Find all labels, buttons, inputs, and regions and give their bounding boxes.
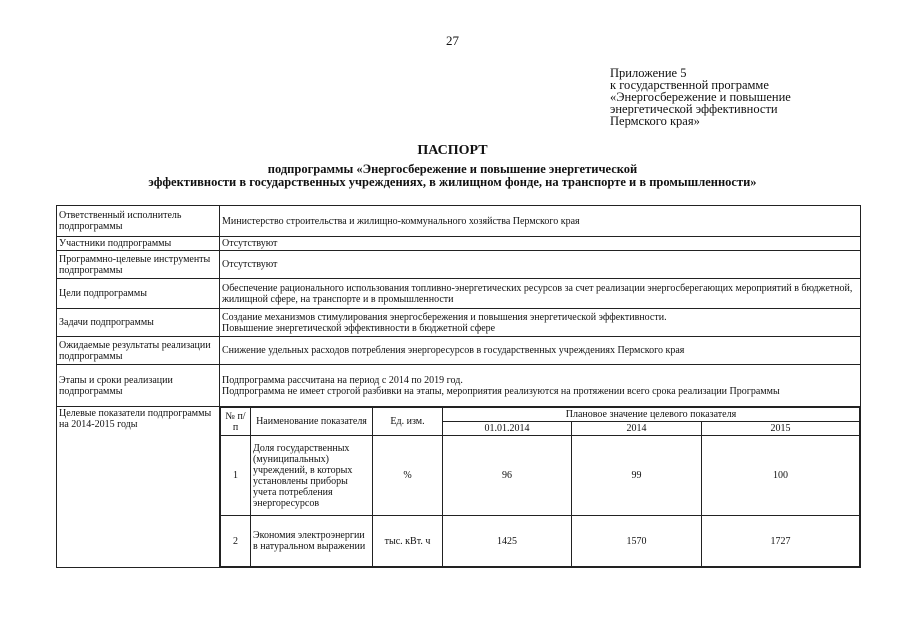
item-value: 100 xyxy=(702,436,860,516)
header-period: 2015 xyxy=(702,422,860,436)
passport-row xyxy=(57,337,861,365)
subtitle-line: подпрограммы «Энергосбережение и повышение энергетической xyxy=(267,162,638,176)
item-value: 1570 xyxy=(572,516,702,567)
page-number: 27 xyxy=(446,33,459,48)
passport-row xyxy=(57,237,861,251)
document-subtitle xyxy=(0,163,905,189)
item-value: 1425 xyxy=(443,516,572,567)
row-label: Ответственный исполнитель подпрограммы xyxy=(57,206,220,237)
row-value xyxy=(220,365,861,407)
header-period: 01.01.2014 xyxy=(443,422,572,436)
value-line: Создание механизмов стимулирования энергосбережения и повышения энергетической эффективности. xyxy=(222,311,667,323)
row-label: Целевые показатели подпрограммы на 2014-2015 годы xyxy=(57,407,220,568)
item-num: 1 xyxy=(221,436,251,516)
value-line: Повышение энергетической эффективности в бюджетной сфере xyxy=(222,322,496,334)
subtitle-line: эффективности в государственных учреждениях, в жилищном фонде, на транспорте и в промышленности» xyxy=(148,175,757,189)
appendix-line: «Энергосбережение и повышение xyxy=(610,90,791,104)
targets-table xyxy=(220,407,860,567)
header-name: Наименование показателя xyxy=(251,408,373,436)
targets-header-row xyxy=(221,408,860,422)
passport-row xyxy=(57,365,861,407)
header-period: 2014 xyxy=(572,422,702,436)
row-label: Цели подпрограммы xyxy=(57,279,220,309)
row-label: Участники подпрограммы xyxy=(57,237,220,251)
appendix-line: энергетической эффективности xyxy=(610,102,778,116)
appendix-line: к государственной программе xyxy=(610,78,769,92)
item-name: Доля государственных (муниципальных) учреждений, в которых установлены приборы учета потребления энергоресурсов xyxy=(251,436,373,516)
row-value xyxy=(220,309,861,337)
row-label: Программно-целевые инструменты подпрограммы xyxy=(57,251,220,279)
passport-row xyxy=(57,251,861,279)
row-label: Ожидаемые результаты реализации подпрограммы xyxy=(57,337,220,365)
row-value: Обеспечение рационального использования топливно-энергетических ресурсов за счет реализации энергосберегающих мероприятий в бюджетной, жилищной сфере, на транспорте и в промышленности xyxy=(220,279,861,309)
item-num: 2 xyxy=(221,516,251,567)
item-value: 99 xyxy=(572,436,702,516)
row-value: Снижение удельных расходов потребления энергоресурсов в государственных учреждениях Пермского края xyxy=(220,337,861,365)
item-value: 1727 xyxy=(702,516,860,567)
table-row xyxy=(221,516,860,567)
header-unit: Ед. изм. xyxy=(373,408,443,436)
item-unit: тыс. кВт. ч xyxy=(373,516,443,567)
row-value: Отсутствуют xyxy=(220,237,861,251)
value-line: Подпрограмма не имеет строгой разбивки на этапы, мероприятия реализуются на протяжении всего срока реализации Программы xyxy=(222,385,780,397)
header-planned: Плановое значение целевого показателя xyxy=(443,408,860,422)
header-num: № п/п xyxy=(221,408,251,436)
item-value: 96 xyxy=(443,436,572,516)
appendix-line: Пермского края» xyxy=(610,114,700,128)
row-label: Этапы и сроки реализации подпрограммы xyxy=(57,365,220,407)
row-value: Министерство строительства и жилищно-коммунального хозяйства Пермского края xyxy=(220,206,861,237)
appendix-line: Приложение 5 xyxy=(610,66,687,80)
value-line: Подпрограмма рассчитана на период с 2014 по 2019 год. xyxy=(222,374,463,386)
passport-row xyxy=(57,279,861,309)
item-name: Экономия электроэнергии в натуральном выражении xyxy=(251,516,373,567)
passport-row xyxy=(57,309,861,337)
item-unit: % xyxy=(373,436,443,516)
row-label: Задачи подпрограммы xyxy=(57,309,220,337)
passport-table xyxy=(56,205,861,568)
document-title: ПАСПОРТ xyxy=(417,143,488,158)
passport-row-targets xyxy=(57,407,861,568)
appendix-note xyxy=(610,67,791,127)
passport-row xyxy=(57,206,861,237)
table-row xyxy=(221,436,860,516)
targets-cell xyxy=(220,407,861,568)
row-value: Отсутствуют xyxy=(220,251,861,279)
